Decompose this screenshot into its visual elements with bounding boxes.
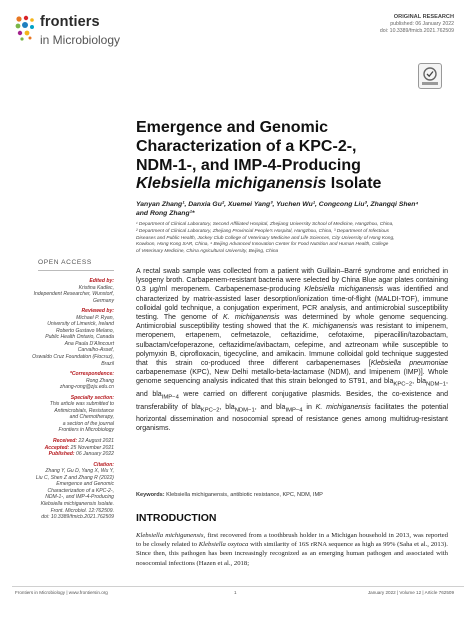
editor-line: Kristina Kadlec, xyxy=(78,284,114,291)
citation-line: Klebsiella michiganensis Isolate. xyxy=(40,500,114,507)
reviewer-line: Brazil xyxy=(101,360,114,367)
citation-line: Characterization of a KPC-2-, xyxy=(47,487,114,494)
citation-line: Front. Microbiol. 12:762509. xyxy=(50,507,114,514)
reviewer-line: Public Health Ontario, Canada xyxy=(45,334,114,341)
affiliation-line: of Veterinary Medicine, China Agricultural University, Beijing, China xyxy=(136,249,279,255)
citation-line: NDM-1-, and IMP-4-Producing xyxy=(45,494,114,501)
citation-line: Zhang Y, Gu D, Yang X, Wu Y, xyxy=(45,468,114,475)
title-line: Emergence and Genomic xyxy=(136,119,329,136)
reviewer-line: Carvalho-Assef, xyxy=(77,347,114,354)
correspondence-email[interactable]: zhang-rong@zju.edu.cn xyxy=(59,384,114,391)
title-line: Characterization of a KPC-2-, xyxy=(136,137,357,155)
correspondence-name: Rong Zhang xyxy=(85,377,114,384)
reviewer-line: University of Limerick, Ireland xyxy=(47,321,114,328)
open-access-divider xyxy=(38,270,114,271)
affiliations xyxy=(136,222,448,256)
specialty-line: Frontiers in Microbiology xyxy=(58,427,114,434)
citation-label: Citation: xyxy=(93,461,114,468)
keywords xyxy=(136,492,448,498)
specialty-line: and Chemotherapy, xyxy=(69,414,114,421)
abstract: A rectal swab sample was collected from a patient with Guillain–Barré syndrome and enriched in lysogeny broth. Carbapenem-resistant bacteria were selected by China Blue agar plates containing 0.3 μg/ml meropenem. Carbapenemase-producing Klebsiella michiganensis was identified and characterized by matrix-assisted laser desorption/ionization time-of-flight (MALDI-TOF), immune colloidal gold technique, a conjugation experiment, PCR analysis, and antimicrobial susceptibility testing. The genome of K. michiganensis was determined by whole genome sequencing. Antimicrobial susceptibility testing showed that the K. michiganensis was resistant to imipenem, meropenem, ertapenem, cefmetazole, ceftazidime, cefotaxime, piperacillin/tazobactam, sulbactam/cefoperazone, ceftazidime/avibactam, cefepime, and aztreonam while susceptible to polymyxin B, ciprofloxacin, tigecycline, and amikacin. Immune colloidal gold technique suggested that this strain co-produced three different carbapenemases [Klebsiella pneumoniae carbapenemase (KPC), New Delhi metallo-beta-lactamase (NDM), and Imipenem (IMP)]. Whole genome sequencing analysis indicated that this strain belonged to ST91, and bla$_{KPC-2}$, bla$_{NDM-1}$, and bla$_{IMP-4}$ were carried on different conjugative plasmids. Besides, the co-existence and transferability of bla$_{KPC-2}$, bla$_{NDM-1}$, and bla$_{IMP-4}$ in K. michiganensis facilitates the potential horizontal dissemination and nosocomial spread of resistance genes among multidrug-resistant organisms. xyxy=(136,268,449,433)
article-meta-header xyxy=(380,14,454,36)
author-line[interactable]: Yanyan Zhang¹, Danxia Gu², Xuemei Yang³, Yuchen Wu¹, Congcong Liu³, Zhangqi Shen⁴ xyxy=(136,201,419,208)
specialty-line: This article was submitted to xyxy=(49,401,114,408)
citation-line: Liu C, Shen Z and Zhang R (2022) xyxy=(35,474,114,481)
affiliation-line: ² Department of Clinical Laboratory, Zhejiang Provincial People's Hospital, Hangzhou, China, ³ Department of Infectious xyxy=(136,228,390,234)
specialty-line: Antimicrobials, Resistance xyxy=(54,407,114,414)
footer-journal-link[interactable]: Frontiers in Microbiology | www.frontiersin.org xyxy=(15,590,108,595)
specialty-line: a section of the journal xyxy=(62,420,114,427)
article-doi[interactable]: doi: 10.3389/fmicb.2021.762509 xyxy=(379,28,454,35)
reviewer-line: Michael P. Ryan, xyxy=(76,314,114,321)
specialty-section-label: Specialty section: xyxy=(70,394,114,401)
editor-line: Germany xyxy=(93,297,114,304)
correspondence-label: *Correspondence: xyxy=(69,371,114,378)
published-date-sidebar: Published: 06 January 2022 xyxy=(48,451,114,458)
affiliation-line: Kowloon, Hong Kong SAR, China, ⁴ Beijing Advanced Innovation Center for Food Nutrition and Human Health, College xyxy=(136,242,389,248)
title-line: NDM-1-, and IMP-4-Producing xyxy=(136,156,361,174)
frontiers-logo-icon xyxy=(14,15,36,41)
keywords-label: Keywords: xyxy=(136,492,167,498)
journal-logo-name: frontiers xyxy=(40,14,100,30)
check-for-updates-icon[interactable] xyxy=(418,63,442,89)
open-access-label: OPEN ACCESS xyxy=(38,259,92,266)
reviewer-line: Roberto Gustavo Melano, xyxy=(55,327,114,334)
footer-volume-info: January 2022 | Volume 12 | Article 762509 xyxy=(367,590,454,595)
title-species: Klebsiella michiganensis xyxy=(136,175,327,193)
received-date: Received: 22 August 2021 xyxy=(53,438,114,445)
reviewed-by-label: Reviewed by: xyxy=(81,308,114,315)
title-line xyxy=(136,175,454,194)
article-title xyxy=(136,119,454,194)
footer-divider xyxy=(12,586,464,587)
author-list xyxy=(136,200,446,218)
citation-line: Emergence and Genomic xyxy=(56,481,114,488)
published-date: published: 06 January 2022 xyxy=(390,21,454,28)
edited-by-label: Edited by: xyxy=(89,278,114,284)
journal-logo-subtitle: in Microbiology xyxy=(40,33,121,47)
keywords-text: Klebsiella michiganensis, antibiotic resistance, KPC, NDM, IMP xyxy=(166,492,323,498)
editor-line: Independent Researcher, Wunstorf, xyxy=(33,291,114,298)
citation-doi[interactable]: doi: 10.3389/fmicb.2021.762509 xyxy=(41,514,114,521)
article-type: ORIGINAL RESEARCH xyxy=(393,14,454,20)
article-info-sidebar xyxy=(28,278,114,521)
reviewer-line: Oswaldo Cruz Foundation (Fiocruz), xyxy=(32,354,114,361)
accepted-date: Accepted: 25 November 2021 xyxy=(44,444,114,451)
introduction-heading: INTRODUCTION xyxy=(136,512,217,524)
introduction-text: Klebsiella michiganensis, first recovered from a toothbrush holder in a Michigan household in 2013, was reported to be closely related to Klebsiella oxytoca with similarity of 16S rRNA sequence as high as 99% (Saha et al., 2013). Since then, this pathogen has been increasingly recognized as an emerging human pathogen and associated with nosocomial infections (Hazen et al., 2018; xyxy=(136,532,448,567)
title-rest: Isolate xyxy=(326,175,382,193)
affiliation-line: ¹ Department of Clinical Laboratory, Second Affiliated Hospital, Zhejiang University School of Medicine, Hangzhou, China, xyxy=(136,222,394,227)
page-number: 1 xyxy=(234,590,237,595)
affiliation-line: Diseases and Public Health, Jockey Club College of Veterinary Medicine and Life Sciences, City University of Hong Kong, xyxy=(136,235,395,241)
author-line[interactable]: and Rong Zhang¹* xyxy=(136,210,195,217)
reviewer-line: Ana Paula D'Alincourt xyxy=(64,340,114,347)
